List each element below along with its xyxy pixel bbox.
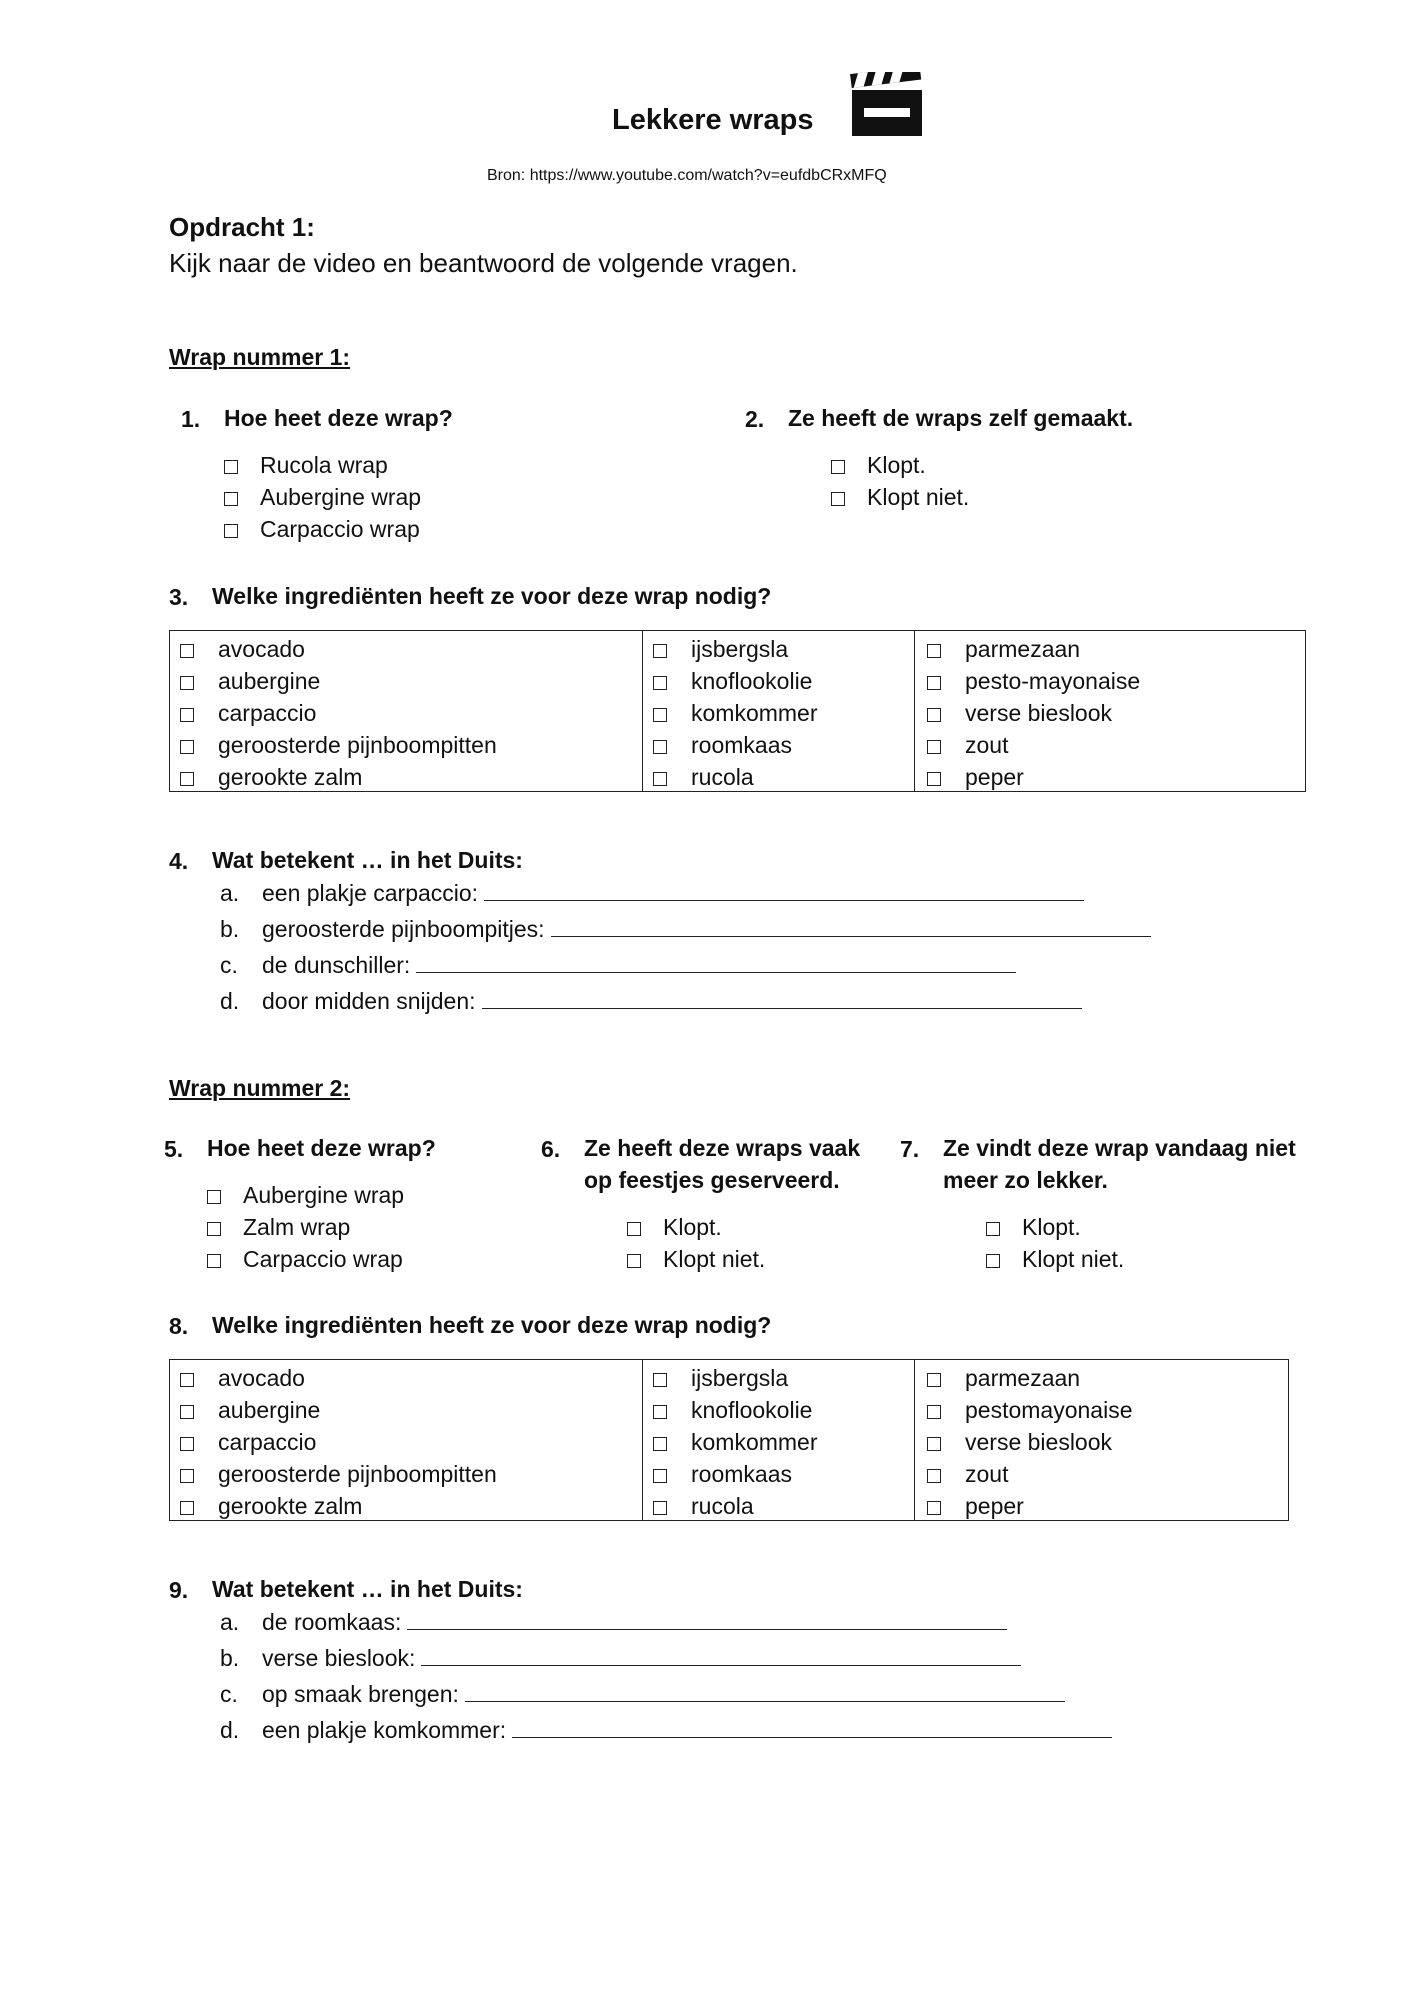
q9-number: 9. — [169, 1577, 189, 1603]
checkbox[interactable] — [180, 1437, 194, 1451]
ingredient-option[interactable]: carpaccio — [180, 697, 640, 729]
page-title: Lekkere wraps — [612, 104, 814, 136]
q6-option[interactable]: Klopt. — [627, 1214, 722, 1241]
q5-text: Hoe heet deze wrap? — [207, 1135, 436, 1161]
q5-number: 5. — [164, 1136, 184, 1162]
checkbox[interactable] — [653, 1501, 667, 1515]
checkbox[interactable] — [927, 1469, 941, 1483]
q5-option[interactable]: Aubergine wrap — [207, 1182, 404, 1209]
q1-option[interactable]: Rucola wrap — [224, 452, 388, 479]
ingredient-option[interactable]: gerookte zalm — [180, 1490, 640, 1522]
q8-text: Welke ingrediënten heeft ze voor deze wrap nodig? — [212, 1312, 772, 1338]
source-link[interactable]: Bron: https://www.youtube.com/watch?v=eufdbCRxMFQ — [487, 167, 887, 184]
checkbox[interactable] — [927, 772, 941, 786]
checkbox[interactable] — [653, 1373, 667, 1387]
q5-option[interactable]: Carpaccio wrap — [207, 1246, 403, 1273]
checkbox[interactable] — [207, 1254, 221, 1268]
ingredient-option[interactable]: komkommer — [653, 697, 914, 729]
ingredients-col-3 — [914, 1360, 1287, 1520]
ingredient-option[interactable]: roomkaas — [653, 1458, 914, 1490]
checkbox[interactable] — [180, 708, 194, 722]
checkbox[interactable] — [927, 644, 941, 658]
checkbox[interactable] — [180, 1501, 194, 1515]
task-heading: Opdracht 1: — [169, 212, 315, 242]
wrap2-heading: Wrap nummer 2: — [169, 1075, 351, 1101]
ingredients-col-2 — [642, 1360, 914, 1520]
ingredient-option[interactable]: gerookte zalm — [180, 761, 640, 793]
translation-item: a. de roomkaas: — [220, 1607, 1007, 1636]
task-instruction: Kijk naar de video en beantwoord de volgende vragen. — [169, 248, 798, 278]
checkbox[interactable] — [653, 1405, 667, 1419]
ingredient-option[interactable]: roomkaas — [653, 729, 914, 761]
q3-number: 3. — [169, 584, 189, 610]
q9-text: Wat betekent … in het Duits: — [212, 1576, 523, 1602]
q6-option[interactable]: Klopt niet. — [627, 1246, 765, 1273]
ingredient-option[interactable]: peper — [927, 1490, 1287, 1522]
q6-text-line1: Ze heeft deze wraps vaak — [584, 1135, 861, 1161]
ingredient-option[interactable]: parmezaan — [927, 633, 1304, 665]
checkbox[interactable] — [927, 708, 941, 722]
q6-text-line2: op feestjes geserveerd. — [584, 1167, 840, 1193]
q3-text: Welke ingrediënten heeft ze voor deze wrap nodig? — [212, 583, 772, 609]
answer-blank[interactable] — [421, 1643, 1021, 1666]
checkbox[interactable] — [627, 1222, 641, 1236]
answer-blank[interactable] — [512, 1715, 1112, 1738]
checkbox[interactable] — [224, 492, 238, 506]
ingredient-option[interactable]: pesto-mayonaise — [927, 665, 1304, 697]
checkbox[interactable] — [927, 1405, 941, 1419]
q7-number: 7. — [900, 1136, 920, 1162]
checkbox[interactable] — [653, 644, 667, 658]
checkbox[interactable] — [653, 1437, 667, 1451]
checkbox[interactable] — [653, 708, 667, 722]
answer-blank[interactable] — [551, 914, 1151, 937]
q7-text-line2: meer zo lekker. — [943, 1167, 1108, 1193]
q5-option[interactable]: Zalm wrap — [207, 1214, 350, 1241]
checkbox[interactable] — [207, 1222, 221, 1236]
translation-item: d. door midden snijden: — [220, 986, 1082, 1015]
translation-item: c. de dunschiller: — [220, 950, 1016, 979]
ingredients-col-1 — [180, 631, 640, 791]
ingredients-col-1 — [180, 1360, 640, 1520]
ingredient-option[interactable]: parmezaan — [927, 1362, 1287, 1394]
ingredient-option[interactable]: aubergine — [180, 1394, 640, 1426]
checkbox[interactable] — [927, 1437, 941, 1451]
ingredient-option[interactable]: geroosterde pijnboompitten — [180, 729, 640, 761]
q8-number: 8. — [169, 1313, 189, 1339]
checkbox[interactable] — [180, 1373, 194, 1387]
ingredient-option[interactable]: verse bieslook — [927, 1426, 1287, 1458]
q7-text-line1: Ze vindt deze wrap vandaag niet — [943, 1135, 1296, 1161]
checkbox[interactable] — [627, 1254, 641, 1268]
checkbox[interactable] — [927, 1501, 941, 1515]
checkbox[interactable] — [831, 460, 845, 474]
q1-text: Hoe heet deze wrap? — [224, 405, 453, 431]
translation-item: b. geroosterde pijnboompitjes: — [220, 914, 1151, 943]
ingredient-option[interactable]: geroosterde pijnboompitten — [180, 1458, 640, 1490]
ingredient-option[interactable]: avocado — [180, 633, 640, 665]
ingredient-option[interactable]: zout — [927, 1458, 1287, 1490]
q1-option[interactable]: Aubergine wrap — [224, 484, 421, 511]
checkbox[interactable] — [180, 1405, 194, 1419]
checkbox[interactable] — [180, 1469, 194, 1483]
q2-text: Ze heeft de wraps zelf gemaakt. — [788, 405, 1134, 431]
q6-number: 6. — [541, 1136, 561, 1162]
ingredient-option[interactable]: ijsbergsla — [653, 1362, 914, 1394]
clapperboard-icon — [850, 72, 924, 138]
checkbox[interactable] — [180, 740, 194, 754]
translation-item: a. een plakje carpaccio: — [220, 878, 1084, 907]
ingredient-option[interactable]: rucola — [653, 1490, 914, 1522]
checkbox[interactable] — [653, 740, 667, 754]
checkbox[interactable] — [927, 1373, 941, 1387]
ingredient-option[interactable]: carpaccio — [180, 1426, 640, 1458]
checkbox[interactable] — [207, 1190, 221, 1204]
ingredient-option[interactable]: knoflookolie — [653, 665, 914, 697]
q1-number: 1. — [181, 406, 201, 432]
wrap1-heading: Wrap nummer 1: — [169, 344, 351, 370]
q7-option[interactable]: Klopt. — [986, 1214, 1081, 1241]
checkbox[interactable] — [653, 772, 667, 786]
ingredient-option[interactable]: rucola — [653, 761, 914, 793]
checkbox[interactable] — [180, 676, 194, 690]
q7-option[interactable]: Klopt niet. — [986, 1246, 1124, 1273]
ingredient-option[interactable]: aubergine — [180, 665, 640, 697]
answer-blank[interactable] — [482, 986, 1082, 1009]
q4-number: 4. — [169, 848, 189, 874]
answer-blank[interactable] — [407, 1607, 1007, 1630]
checkbox[interactable] — [927, 740, 941, 754]
checkbox[interactable] — [180, 644, 194, 658]
checkbox[interactable] — [986, 1254, 1000, 1268]
q2-option[interactable]: Klopt niet. — [831, 484, 969, 511]
ingredient-option[interactable]: peper — [927, 761, 1304, 793]
checkbox[interactable] — [653, 676, 667, 690]
ingredient-option[interactable]: verse bieslook — [927, 697, 1304, 729]
q1-option[interactable]: Carpaccio wrap — [224, 516, 420, 543]
checkbox[interactable] — [653, 1469, 667, 1483]
checkbox[interactable] — [831, 492, 845, 506]
translation-item: c. op smaak brengen: — [220, 1679, 1065, 1708]
ingredient-option[interactable]: zout — [927, 729, 1304, 761]
checkbox[interactable] — [986, 1222, 1000, 1236]
answer-blank[interactable] — [465, 1679, 1065, 1702]
q2-option[interactable]: Klopt. — [831, 452, 926, 479]
ingredient-option[interactable]: avocado — [180, 1362, 640, 1394]
ingredient-option[interactable]: knoflookolie — [653, 1394, 914, 1426]
checkbox[interactable] — [224, 524, 238, 538]
ingredient-option[interactable]: ijsbergsla — [653, 633, 914, 665]
ingredient-option[interactable]: komkommer — [653, 1426, 914, 1458]
translation-item: b. verse bieslook: — [220, 1643, 1021, 1672]
checkbox[interactable] — [180, 772, 194, 786]
ingredients-col-3 — [914, 631, 1304, 791]
checkbox[interactable] — [927, 676, 941, 690]
q4-text: Wat betekent … in het Duits: — [212, 847, 523, 873]
q2-number: 2. — [745, 406, 765, 432]
ingredients-col-2 — [642, 631, 914, 791]
ingredients-grid-2 — [169, 1359, 1289, 1521]
translation-item: d. een plakje komkommer: — [220, 1715, 1112, 1744]
answer-blank[interactable] — [484, 878, 1084, 901]
checkbox[interactable] — [224, 460, 238, 474]
ingredients-grid-1 — [169, 630, 1306, 792]
answer-blank[interactable] — [416, 950, 1016, 973]
ingredient-option[interactable]: pestomayonaise — [927, 1394, 1287, 1426]
